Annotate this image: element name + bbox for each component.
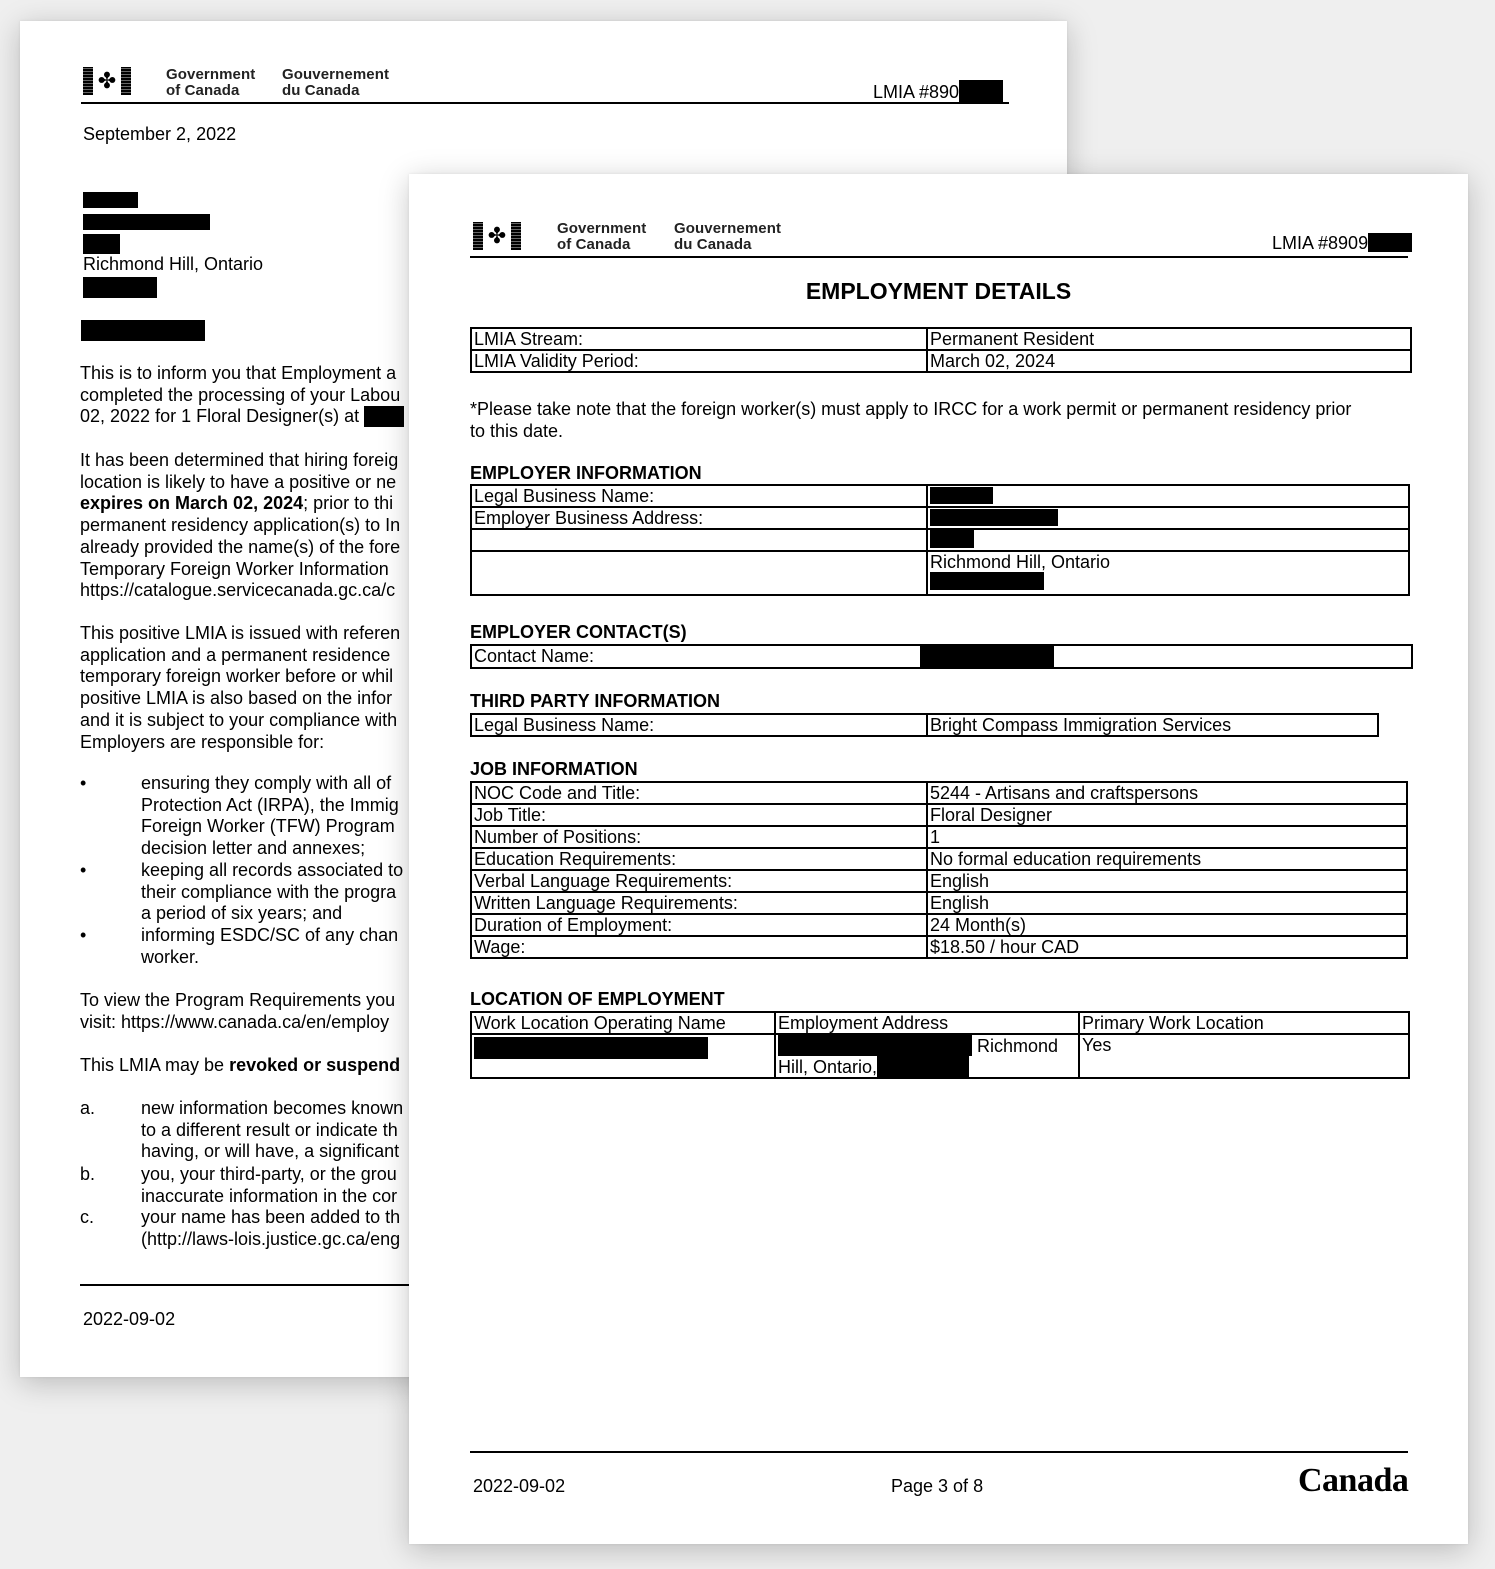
redaction	[930, 509, 1058, 526]
text-line: their compliance with the progra	[141, 881, 397, 902]
employment-details-page	[409, 174, 1468, 1544]
job-table	[470, 781, 1408, 959]
table-value	[927, 551, 1409, 595]
text-line: To view the Program Requirements you	[80, 990, 396, 1010]
table-value	[927, 529, 1409, 551]
table-value	[927, 485, 1409, 507]
page-number: Page 3 of 8	[891, 1476, 984, 1496]
permit-note	[470, 398, 1410, 442]
table-value: English	[927, 870, 1407, 892]
text-line: having, or will have, a significant	[141, 1141, 400, 1162]
table-label	[471, 529, 927, 551]
third-party-heading: THIRD PARTY INFORMATION	[470, 691, 720, 711]
table-row	[471, 804, 1407, 826]
text-line: *Please take note that the foreign worker(s) must apply to IRCC for a work permit or permanent residency prior	[470, 399, 1352, 419]
text-line: already provided the name(s) of the fore	[80, 536, 401, 557]
redaction	[1368, 233, 1412, 252]
table-label: Verbal Language Requirements:	[471, 870, 927, 892]
primary-work-location: Yes	[1079, 1034, 1409, 1078]
table-label: LMIA Validity Period:	[471, 350, 927, 372]
table-value: March 02, 2024	[927, 350, 1411, 372]
gov-fr-line1: Gouvernement	[282, 66, 390, 83]
table-row	[471, 936, 1407, 958]
redaction	[83, 192, 138, 208]
text-line: keeping all records associated to	[141, 860, 404, 880]
third-party-table	[470, 713, 1379, 737]
table-label: Written Language Requirements:	[471, 892, 927, 914]
table-label: Duration of Employment:	[471, 914, 927, 936]
paragraph-determination	[80, 450, 400, 602]
text-line: worker.	[141, 946, 200, 967]
table-header: Primary Work Location	[1079, 1012, 1409, 1034]
text-line: to this date.	[470, 421, 564, 441]
table-header: Work Location Operating Name	[471, 1012, 775, 1034]
table-value	[923, 645, 1412, 668]
location-heading: LOCATION OF EMPLOYMENT	[470, 989, 725, 1009]
table-row	[471, 645, 1412, 668]
table-value: 1	[927, 826, 1407, 848]
gov-en-line2: of Canada	[166, 82, 240, 99]
footer-date: 2022-09-02	[473, 1476, 566, 1496]
text-line: visit: https://www.canada.ca/en/employ	[80, 1011, 390, 1032]
redaction	[364, 406, 404, 427]
item-marker: b.	[80, 1164, 96, 1184]
gov-name-fr	[674, 221, 781, 253]
table-value: 5244 - Artisans and craftspersons	[927, 782, 1407, 804]
text-line: inaccurate information in the cor	[141, 1185, 398, 1206]
table-row	[471, 529, 1409, 551]
text-line: location is likely to have a positive or ne	[80, 471, 397, 492]
header-rule	[470, 256, 1408, 258]
lmia-number-text: LMIA #8909	[1272, 233, 1369, 253]
table-row	[471, 1034, 1409, 1078]
text-line: and it is subject to your compliance with	[80, 709, 398, 730]
redaction	[474, 1037, 708, 1059]
text-line: informing ESDC/SC of any chan	[141, 925, 399, 945]
table-value: Floral Designer	[927, 804, 1407, 826]
bullet-marker: •	[80, 773, 87, 793]
table-value: English	[927, 892, 1407, 914]
canada-wordmark: Canada	[1298, 1462, 1409, 1499]
table-label: Legal Business Name:	[471, 485, 927, 507]
text-line: completed the processing of your Labou	[80, 384, 401, 405]
footer-rule	[470, 1451, 1408, 1453]
text-line: permanent residency application(s) to In	[80, 515, 401, 536]
gov-fr-line2: du Canada	[674, 236, 752, 253]
table-row	[471, 507, 1409, 529]
text-line: Temporary Foreign Worker Information	[80, 558, 389, 579]
table-row	[471, 551, 1409, 595]
text-line: new information becomes known	[141, 1098, 404, 1118]
redaction	[83, 277, 157, 298]
address-line: Hill, Ontario,	[778, 1056, 1076, 1077]
table-label: Employer Business Address:	[471, 507, 927, 529]
table-label: Job Title:	[471, 804, 927, 826]
text-line: https://catalogue.servicecanada.gc.ca/c	[80, 580, 396, 601]
redaction	[877, 1056, 969, 1077]
gov-name-en	[166, 67, 255, 99]
redaction	[920, 646, 1054, 667]
redaction	[83, 234, 120, 254]
location-table	[470, 1011, 1410, 1079]
canada-flag-logo	[473, 222, 521, 250]
redaction	[930, 572, 1044, 590]
redaction	[930, 487, 993, 504]
paragraph-positive-lmia	[80, 623, 400, 753]
text-line: to a different result or indicate th	[141, 1119, 398, 1140]
table-row	[471, 328, 1411, 350]
table-label: NOC Code and Title:	[471, 782, 927, 804]
table-label: Legal Business Name:	[471, 714, 927, 736]
address-city: Richmond Hill, Ontario	[83, 254, 264, 274]
flag-bar-left	[473, 222, 483, 250]
table-label: LMIA Stream:	[471, 328, 927, 350]
table-label: Wage:	[471, 936, 927, 958]
footer-date: 2022-09-02	[83, 1309, 176, 1329]
text-line: 02, 2022 for 1 Floral Designer(s) at	[80, 406, 404, 428]
page-title: EMPLOYMENT DETAILS	[805, 278, 1072, 304]
table-label	[471, 551, 927, 595]
text-line: application and a permanent residence	[80, 644, 391, 665]
table-label: Contact Name:	[471, 645, 923, 668]
text-line: decision letter and annexes;	[141, 838, 366, 859]
employer-table	[470, 484, 1410, 596]
lmia-table	[470, 327, 1412, 373]
gov-en-line1: Government	[166, 66, 256, 83]
table-row	[471, 892, 1407, 914]
employer-city: Richmond Hill, Ontario	[930, 552, 1111, 572]
maple-leaf-icon: ✤	[487, 223, 507, 248]
text-line: expires on March 02, 2024; prior to thi	[80, 493, 394, 514]
location-address	[775, 1034, 1079, 1078]
flag-bar-right	[121, 67, 131, 95]
table-row	[471, 848, 1407, 870]
paragraph-program-requirements	[80, 990, 395, 1033]
table-value: 24 Month(s)	[927, 914, 1407, 936]
table-value: No formal education requirements	[927, 848, 1407, 870]
item-marker: c.	[80, 1207, 95, 1227]
text-line: a period of six years; and	[141, 903, 343, 924]
gov-name-en	[557, 221, 646, 253]
table-row	[471, 485, 1409, 507]
paragraph-inform	[80, 363, 404, 428]
gov-fr-line1: Gouvernement	[674, 220, 782, 237]
employer-heading: EMPLOYER INFORMATION	[470, 463, 702, 483]
bullet-marker: •	[80, 860, 87, 880]
text-line: It has been determined that hiring foreig	[80, 450, 399, 470]
gov-name-fr	[282, 67, 389, 99]
table-value: Bright Compass Immigration Services	[927, 714, 1378, 736]
item-marker: a.	[80, 1098, 96, 1118]
gov-en-line2: of Canada	[557, 236, 631, 253]
text-line: (http://laws-lois.justice.gc.ca/eng	[141, 1228, 401, 1249]
redaction	[959, 80, 1003, 102]
redaction	[930, 530, 974, 548]
text-line: Employers are responsible for:	[80, 731, 325, 752]
lmia-number-text: LMIA #890	[873, 82, 960, 102]
redaction	[81, 320, 205, 341]
table-row	[471, 350, 1411, 372]
table-row	[471, 1012, 1409, 1034]
flag-bar-right	[511, 222, 521, 250]
job-heading: JOB INFORMATION	[470, 759, 638, 779]
lmia-number	[1272, 233, 1412, 254]
gov-en-line1: Government	[557, 220, 647, 237]
canada-flag-logo	[83, 67, 131, 95]
redaction	[83, 214, 210, 230]
table-value: Permanent Resident	[927, 328, 1411, 350]
address-line: Richmond	[778, 1035, 1076, 1056]
text-line: ensuring they comply with all of	[141, 773, 392, 793]
table-row	[471, 782, 1407, 804]
table-header: Employment Address	[775, 1012, 1079, 1034]
gov-fr-line2: du Canada	[282, 82, 360, 99]
maple-leaf-icon: ✤	[97, 68, 117, 93]
text-line: This is to inform you that Employment a	[80, 363, 397, 383]
location-name	[471, 1034, 775, 1078]
table-label: Education Requirements:	[471, 848, 927, 870]
contact-heading: EMPLOYER CONTACT(S)	[470, 622, 687, 642]
header-rule	[81, 102, 1009, 104]
letter-date: September 2, 2022	[83, 124, 237, 144]
contact-table	[470, 644, 1413, 669]
bullet-marker: •	[80, 925, 87, 945]
table-value	[927, 507, 1409, 529]
table-value: $18.50 / hour CAD	[927, 936, 1407, 958]
table-row	[471, 914, 1407, 936]
lmia-number	[873, 80, 1003, 103]
flag-bar-left	[83, 67, 93, 95]
redaction	[778, 1035, 972, 1056]
table-row	[471, 826, 1407, 848]
text-line: positive LMIA is also based on the infor	[80, 688, 393, 709]
table-label: Number of Positions:	[471, 826, 927, 848]
text-line: This positive LMIA is issued with referen	[80, 623, 401, 643]
table-row	[471, 870, 1407, 892]
paragraph-revoke: This LMIA may be revoked or suspend	[80, 1055, 401, 1075]
text-line: your name has been added to th	[141, 1207, 401, 1227]
text-line: Protection Act (IRPA), the Immig	[141, 794, 399, 815]
text-line: temporary foreign worker before or whil	[80, 666, 394, 687]
text-line: you, your third-party, or the grou	[141, 1164, 397, 1184]
table-row	[471, 714, 1378, 736]
text-line: Foreign Worker (TFW) Program	[141, 816, 395, 837]
